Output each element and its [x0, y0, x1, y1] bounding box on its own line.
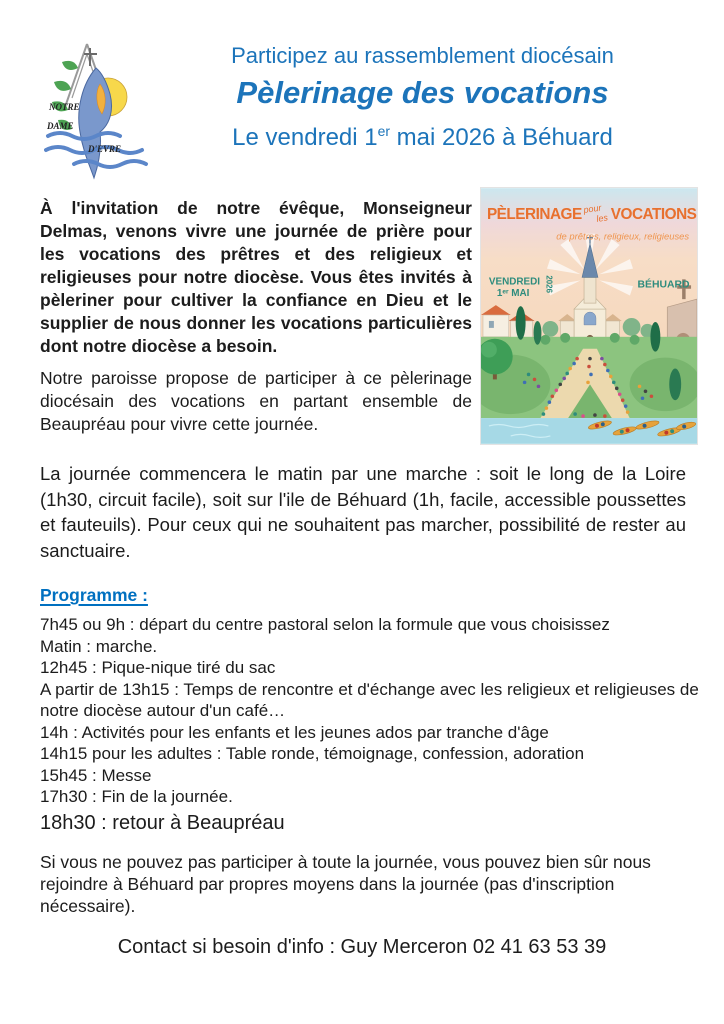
poster-title-word2: VOCATIONS	[610, 205, 697, 223]
logo-text-devre: D'EVRE	[88, 144, 122, 154]
walk-description-paragraph: La journée commencera le matin par une marche : soit le long de la Loire (1h30, circuit facile), soit sur l'ile de Béhuard (1h, facile, accessible poussettes et fauteuils). Pour ceux qui ne souhaitent pas marcher, possibilité de rester au sanctuaire.	[40, 463, 686, 561]
vocations-poster-image	[480, 187, 698, 445]
contact-line: Contact si besoin d'info : Guy Merceron 02 41 63 53 39	[117, 936, 607, 958]
intro-paragraph-2: Notre paroisse propose de participer à ce pèlerinage diocésain des vocations en partant ensemble de Beaupréau pour vivre cette journée.	[40, 368, 472, 434]
poster-subtitle: de prêtres, religieux, religieuses	[556, 230, 690, 242]
date-suffix: mai 2026 à Béhuard	[390, 124, 613, 151]
poster-date-line1: VENDREDI	[488, 276, 541, 288]
logo-text-notre: NOTRE	[49, 102, 80, 112]
intro-paragraph-1: À l'invitation de notre évêque, Monseigneur Delmas, venons vivre une journée de prière pour les vocations des prêtres et des religieux et religieuses pour notre diocèse. Vous êtes invités à pèleriner pour cultiver la confiance en Dieu et le supplier de nous donner les vocations particulières dont notre diocèse a besoin.	[40, 198, 472, 356]
programme-list	[40, 614, 702, 836]
poster-title-pour: pour	[582, 202, 602, 215]
programme-item: 7h45 ou 9h : départ du centre pastoral selon la formule que vous choisissez	[40, 615, 610, 634]
logo-text-dame: DAME	[47, 121, 74, 131]
footer-note: Si vous ne pouvez pas participer à toute la journée, vous pouvez bien sûr nous rejoindre à Béhuard par propres moyens dans la journée (pas d'inscription nécessaire).	[40, 852, 651, 916]
programme-item: 14h15 pour les adultes : Table ronde, témoignage, confession, adoration	[40, 744, 585, 763]
header	[150, 42, 695, 154]
header-subtitle: Participez au rassemblement diocésain	[231, 43, 614, 68]
date-prefix: Le vendredi 1	[232, 124, 378, 151]
poster-year: 2026	[544, 275, 554, 293]
programme-item: Matin : marche.	[40, 636, 158, 656]
leaves-icon	[52, 61, 78, 130]
programme-item: 14h : Activités pour les enfants et les jeunes ados par tranche d'âge	[40, 722, 549, 742]
poster-place: BÉHUARD	[637, 279, 690, 291]
programme-heading: Programme :	[40, 585, 148, 605]
programme-item: 12h45 : Pique-nique tiré du sac	[40, 658, 276, 677]
poster-title-les: les	[595, 212, 609, 224]
programme-item: A partir de 13h15 : Temps de rencontre et d'échange avec les religieux et religieuses de notre diocèse autour d'un café…	[40, 679, 699, 720]
poster-date-line2: 1ᵉʳ MAI	[496, 288, 530, 300]
programme-item: 17h30 : Fin de la journée.	[40, 787, 233, 806]
page-title: Pèlerinage des vocations	[236, 75, 609, 110]
programme-item: 15h45 : Messe	[40, 765, 152, 785]
date-superscript: er	[377, 123, 390, 139]
programme-item-return: 18h30 : retour à Beaupréau	[40, 811, 285, 834]
intro-section	[40, 197, 472, 436]
poster-title-word1: PÈLERINAGE	[486, 205, 582, 223]
event-date-line	[150, 115, 695, 154]
